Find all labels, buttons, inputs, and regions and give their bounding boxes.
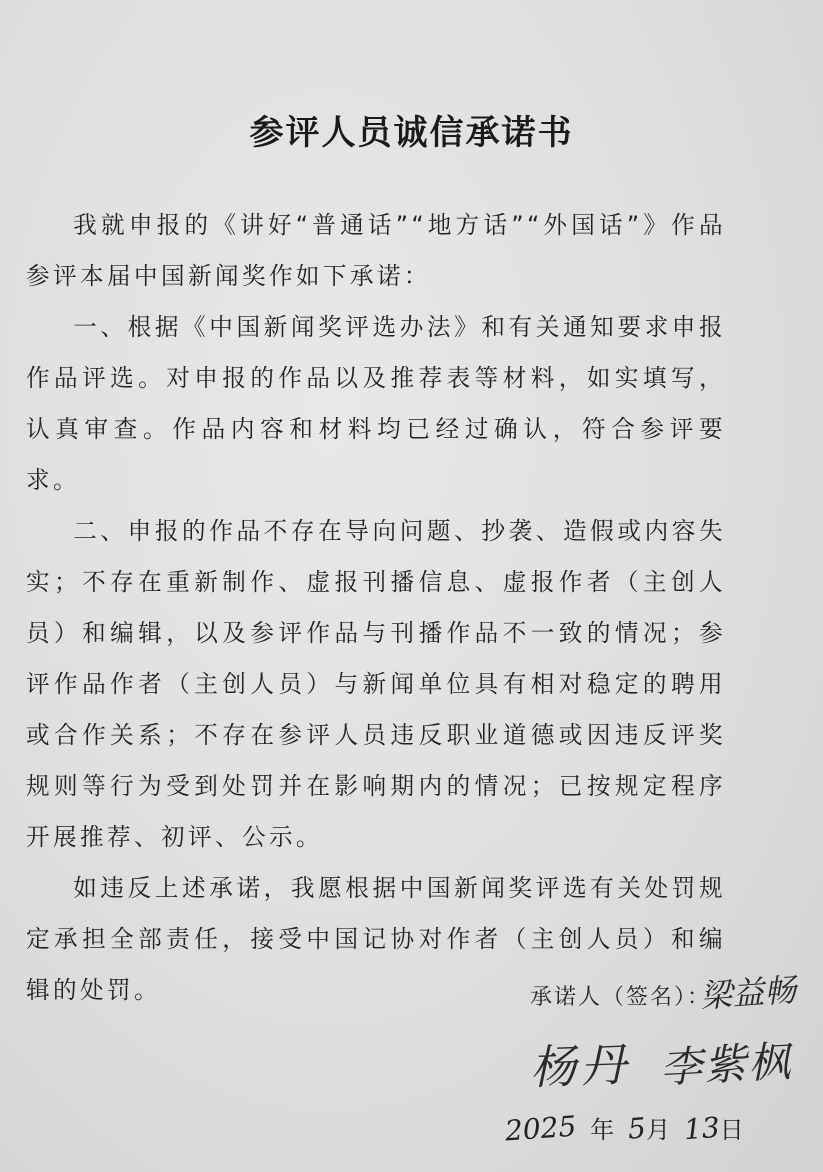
date-year-unit: 年 [590, 1116, 615, 1144]
document-title: 参评人员诚信承诺书 [249, 113, 574, 153]
commitment-paragraph-1: 一、根据《中国新闻奖评选办法》和有关通知要求申报作品评选。对申报的作品以及推荐表等材料，如实填写，认真审查。作品内容和材料均已经过确认，符合参评要求。 [26, 313, 726, 494]
handwritten-signature: 梁益畅 [698, 970, 798, 1016]
date-month-unit: 月 [646, 1116, 671, 1144]
document-body [26, 200, 726, 1016]
date-year: 2025 [503, 1109, 578, 1148]
signature-label: 承诺人（签名）： [530, 985, 712, 1010]
date-day: 13 [682, 1110, 721, 1147]
date-day-unit: 日 [719, 1116, 744, 1144]
commitment-paragraph-2: 二、申报的作品不存在导向问题、抄袭、造假或内容失实；不存在重新制作、虚报刊播信息、虚报作者（主创人员）和编辑，以及参评作品与刊播作品不一致的情况；参评作品作者（主创人员）与新闻单位具有相对稳定的聘用或合作关系；不存在参评人员违反职业道德或因违反评奖规则等行为受到处罚并在影响期内的情况；已按规定程序开展推荐、初评、公示。 [26, 517, 726, 851]
handwritten-signature: 杨丹 [529, 1037, 632, 1095]
handwritten-signature: 李紫枫 [658, 1036, 794, 1093]
date-month: 5 [627, 1111, 648, 1146]
intro-paragraph: 我就申报的《讲好“普通话”“地方话”“外国话”》作品参评本届中国新闻奖作如下承诺： [26, 211, 726, 290]
signature-date [503, 1109, 744, 1148]
penalty-paragraph: 如违反上述承诺，我愿根据中国新闻奖评选有关处罚规定承担全部责任，接受中国记协对作者（主创人员）和编辑的处罚。 [26, 874, 726, 1004]
